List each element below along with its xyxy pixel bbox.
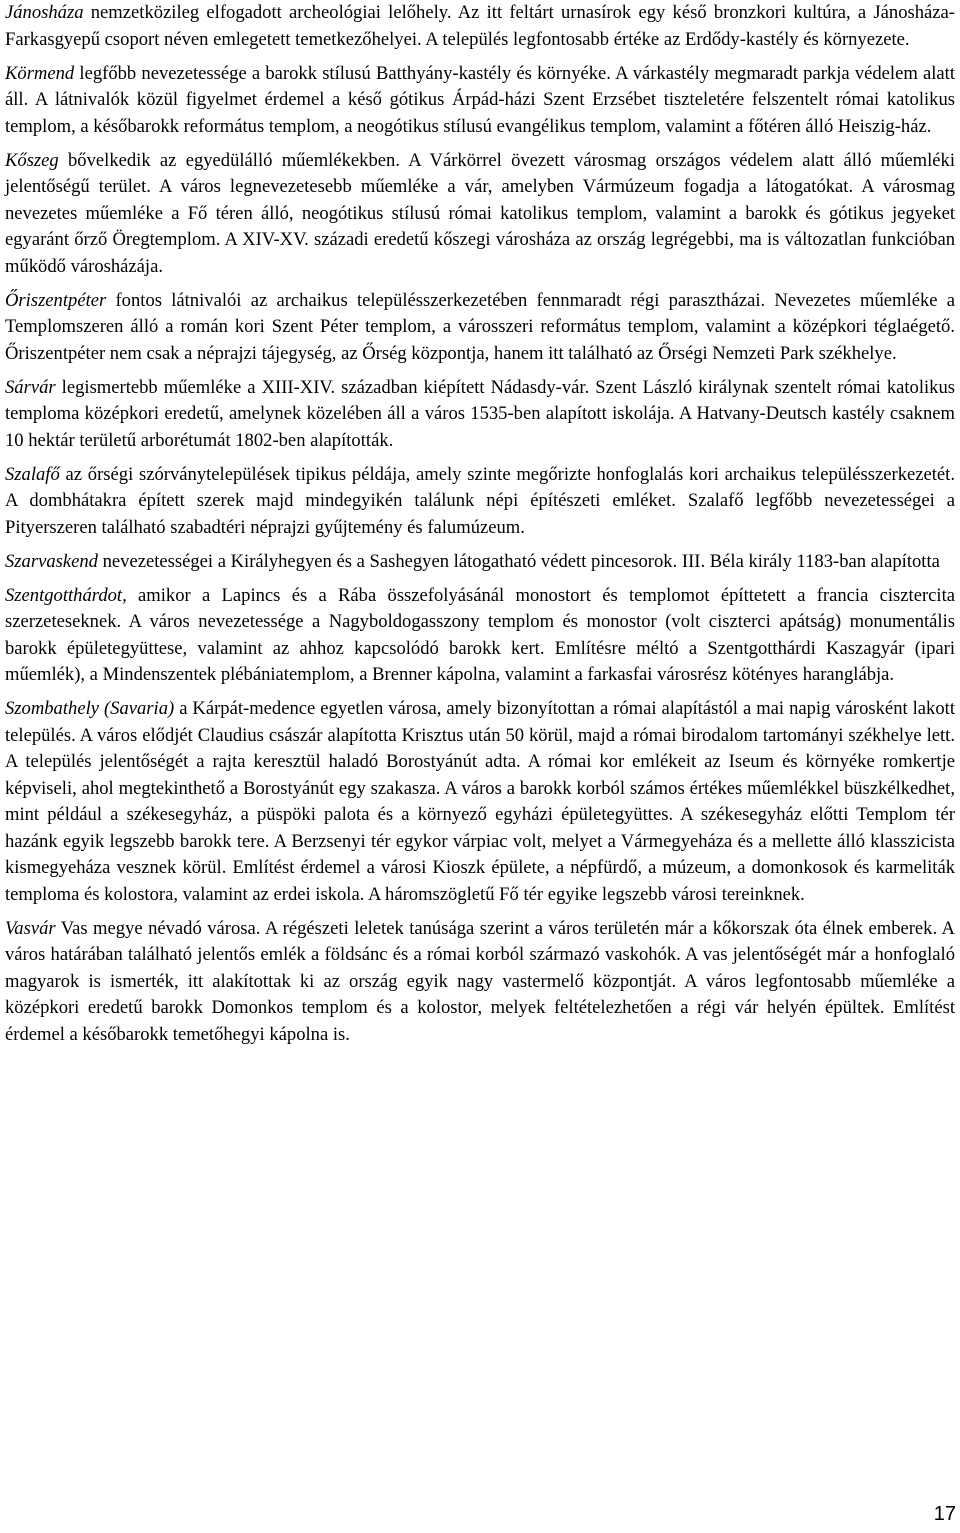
paragraph-szombathely (5, 696, 955, 908)
paragraph-szentgotthard (5, 583, 955, 689)
paragraph-koszeg (5, 148, 955, 281)
place-name: Szombathely (Savaria) (5, 698, 175, 719)
paragraph-text: Vas megye névadó városa. A régészeti leletek tanúsága szerint a város területén már a kőkorszak óta élnek emberek. A város határában található jelentős emlék a földsánc és a római korból származó vaskohók. A vas jelentőségét már a honfoglaló magyarok is ismerték, itt alakítottak ki az ország egyik nagy vastermelő központját. A város legfontosabb műemléke a középkori eredetű barokk Domonkos templom és a kolostor, melyek feltételezhetően a régi vár helyén épültek. Említést érdemel a későbarokk temetőhegyi kápolna is. (5, 917, 955, 1045)
document-body (5, 0, 955, 1056)
paragraph-text: fontos látnivalói az archaikus településszerkezetében fennmaradt régi parasztházai. Nevezetes műemléke a Templomszeren álló a román kori Szent Péter templom, a városszeri református templom, valamint a középkori téglaégető. Őriszentpéter nem csak a néprajzi tájegység, az Őrség központja, hanem itt található az Őrségi Nemzeti Park székhelye. (5, 289, 955, 364)
paragraph-kormend (5, 61, 955, 141)
place-name: Vasvár (5, 917, 56, 939)
paragraph-text: az őrségi szórványtelepülések tipikus példája, amely szinte megőrizte honfoglalás kori archaikus településszerkezetét. A dombhátakra épített szerek majd mindegyikén találunk népi építészeti emléket. Szalafő legfőbb nevezetességei a Pityerszeren található szabadtéri néprajzi gyűjtemény és falumúzeum. (5, 463, 955, 538)
paragraph-text: nemzetközileg elfogadott archeológiai lelőhely. Az itt feltárt urnasírok egy késő bronzkori kultúra, a Jánosháza-Farkasgyepű csoport néven emlegetett temetkezőhelyei. A település legfontosabb értéke az Erdődy-kastély és környezete. (5, 2, 955, 50)
place-name: Jánosháza (5, 2, 84, 23)
paragraph-oriszentpeter (5, 288, 955, 368)
paragraph-text: a Kárpát-medence egyetlen városa, amely bizonyítottan a római alapítástól a mai napig városként lakott település. A város elődjét Claudius császár alapította Krisztus után 50 körül, majd a római birodalom tartományi székhelye lett. A település jelentőségét a rajta keresztül haladó Borostyánút adta. A római kor emlékeit az Iseum és környéke romkertje képviseli, ahol megtekinthető a Borostyánút egy szakasza. A város a barokk korból számos értékes műemlékkel büszkélkedhet, mint például a székesegyház, a püspöki palota és a környező egyházi épületegyüttes. A székesegyház előtti Templom tér hazánk egyik legszebb barokk tere. A Berzsenyi tér egykor várpiac volt, melyet a Vármegyeháza és a mellette álló klasszicista kismegyeháza vesznek körül. Említést érdemel a városi Kioszk épülete, a népfürdő, a múzeum, a domonkosok és karmeliták temploma és kolostora, valamint az erdei iskola. A háromszögletű Fő tér egyike legszebb városi tereinknek. (5, 698, 955, 905)
place-name: Sárvár (5, 376, 56, 398)
place-name: Őriszentpéter (5, 289, 107, 311)
paragraph-szarvaskend (5, 549, 955, 576)
paragraph-szalafo (5, 462, 955, 542)
place-name: Kőszeg (5, 149, 59, 171)
place-name: Szentgotthárdot, (5, 584, 127, 606)
paragraph-text: bővelkedik az egyedülálló műemlékekben. A Várkörrel övezett városmag országos védelem alatt álló műemléki jelentőségű terület. A város legnevezetesebb műemléke a vár, amelyben Vármúzeum fogadja a látogatókat. A városmag nevezetes műemléke a Fő téren álló, neogótikus stílusú római katolikus templom, valamint a barokk és gótikus jegyeket egyaránt őrző Öregtemplom. A XIV-XV. századi eredetű kőszegi városháza az ország legrégebbi, ma is változatlan funkcióban működő városházája. (5, 149, 955, 277)
paragraph-janoshaza (5, 0, 955, 53)
paragraph-text: nevezetességei a Királyhegyen és a Sashegyen látogatható védett pincesorok. III. Béla király 1183-ban alapította (97, 550, 940, 572)
page-number: 17 (933, 1503, 956, 1525)
paragraph-vasvar (5, 916, 955, 1049)
paragraph-text: legismertebb műemléke a XIII-XIV. században kiépített Nádasdy-vár. Szent László királynak szentelt római katolikus temploma középkori eredetű, amelynek közelében áll a város 1535-ben alapított iskolája. A Hatvany-Deutsch kastély csaknem 10 hektár területű arborétumát 1802-ben alapították. (5, 376, 955, 451)
paragraph-text: legfőbb nevezetessége a barokk stílusú Batthyány-kastély és környéke. A várkastély megmaradt parkja védelem alatt áll. A látnivalók közül figyelmet érdemel a késő gótikus Árpád-házi Szent Erzsébet tiszteletére felszentelt római katolikus templom, a későbarokk református templom, a neogótikus stílusú evangélikus templom, valamint a főtéren álló Heiszig-ház. (5, 62, 955, 137)
paragraph-text: amikor a Lapincs és a Rába összefolyásánál monostort és templomot építtetett a francia cisztercita szerzeteseknek. A város nevezetessége a Nagyboldogasszony templom és monostor (volt ciszterci apátság) monumentális barokk épületegyüttese, valamint az ahhoz kapcsolódó barokk kert. Említésre méltó a Szentgotthárdi Kaszagyár (ipari műemlék), a Mindenszentek plébániatemplom, a Brenner kápolna, valamint a farkasfai városrész kötényes haranglábja. (5, 584, 955, 685)
place-name: Körmend (5, 62, 75, 84)
place-name: Szarvaskend (5, 550, 98, 572)
place-name: Szalafő (5, 463, 60, 485)
paragraph-sarvar (5, 375, 955, 455)
